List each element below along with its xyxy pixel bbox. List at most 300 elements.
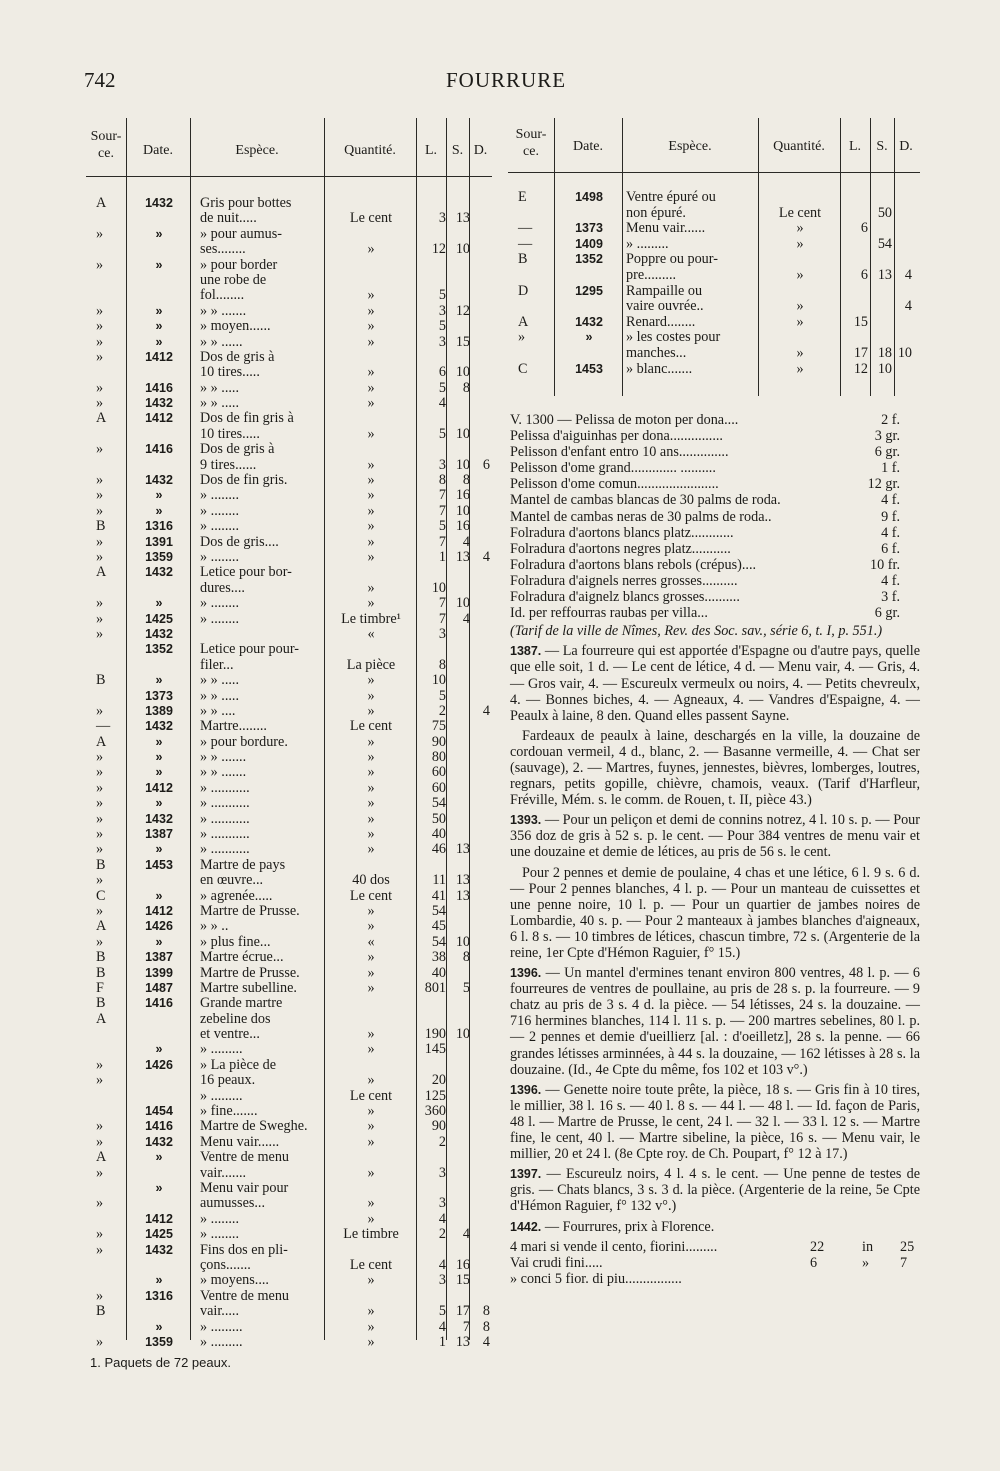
tariff-price: 4 f. xyxy=(881,524,900,541)
cell-espece: Letice pour pour- xyxy=(200,641,299,658)
table-row xyxy=(86,1289,492,1304)
cell-livres: 4 xyxy=(438,1256,446,1273)
tariff-price: 6 gr. xyxy=(874,444,900,461)
cell-sous: 4 xyxy=(462,610,470,627)
cell-date: » xyxy=(155,934,163,949)
cell-date: 1432 xyxy=(145,396,173,411)
cell-quantite: » xyxy=(367,579,375,596)
tariff-item: Id. per reffourras raubas per villa... xyxy=(510,605,708,622)
cell-date: 1454 xyxy=(145,1104,173,1119)
cell-espece: » » ..... xyxy=(200,379,240,396)
cell-espece: » pour aumus- xyxy=(200,225,282,242)
florence-item: Vai crudi fini..... xyxy=(510,1254,603,1271)
table-row xyxy=(86,950,492,965)
cell-livres: 60 xyxy=(431,764,446,781)
cell-date: 1426 xyxy=(145,919,173,934)
cell-date: » xyxy=(155,257,163,272)
table-row xyxy=(86,304,492,319)
table-row xyxy=(86,596,492,611)
tariff-price: 3 gr. xyxy=(874,428,900,445)
cell-quantite: « xyxy=(367,933,375,950)
cell-sous: 10 xyxy=(455,1026,470,1043)
table-row xyxy=(86,889,492,904)
table-row xyxy=(86,1073,492,1088)
cell-quantite: » xyxy=(367,518,375,535)
header-date: Date. xyxy=(143,143,173,158)
entry-text: Fardeaux de peaulx à laine, deschargés en la ville, la douzaine de cordouan vermeil, 4 d., blanc, 2. — Basanne vermeille, 4. — Chat ser (sauvage), 2. — Martres, fuynes, jennestes, bièvres, lomberges, loutres, regnars, petits gopille, chièvre, chamois, veaux. (Tarif d'Harfleur, Fréville, Mém. s. le comm. de Rouen, t. II, pièce 43.) xyxy=(510,727,920,809)
cell-espece: Dos de fin gris à xyxy=(200,410,294,427)
cell-date: » xyxy=(585,330,593,345)
entry-text: — Pour un peliçon et demi de connins notrez, 4 l. 10 s. p. — Pour 356 doz de gris à 52 s. p. le cent. — Pour 384 ventres de menu vair et une douzaine et demie de létices, au pris de 56 s. le cent. xyxy=(510,812,920,861)
cell-date: 1412 xyxy=(145,349,173,364)
table-row xyxy=(86,211,492,226)
cell-source: B xyxy=(96,1303,106,1320)
cell-source: » xyxy=(96,1333,104,1350)
header-rule xyxy=(86,176,492,177)
cell-livres: 8 xyxy=(438,656,446,673)
cell-quantite: » xyxy=(367,1118,375,1135)
florence-item: 4 mari si vende il cento, fiorini......... xyxy=(510,1238,718,1255)
cell-sous: 12 xyxy=(455,302,470,319)
cell-date: » xyxy=(155,765,163,780)
header-espece: Espèce. xyxy=(235,143,279,158)
florence-price-low: 6 xyxy=(810,1254,818,1271)
cell-espece: Martre de Prusse. xyxy=(200,964,300,981)
cell-espece: zebeline dos xyxy=(200,1010,271,1027)
cell-quantite: » xyxy=(367,1272,375,1289)
cell-livres: 50 xyxy=(431,810,446,827)
cell-sous: 10 xyxy=(455,425,470,442)
entry-paragraph xyxy=(510,965,920,1078)
cell-livres: 12 xyxy=(853,360,868,377)
cell-sous: 7 xyxy=(462,1318,470,1335)
tariff-item: Pelisson d'enfant entro 10 ans.............. xyxy=(510,444,729,461)
cell-livres: 3 xyxy=(438,1164,446,1181)
cell-date: 1416 xyxy=(145,996,173,1011)
cell-quantite: » xyxy=(367,1210,375,1227)
table-row xyxy=(508,190,920,206)
cell-date: 1352 xyxy=(575,252,603,267)
cell-livres: 3 xyxy=(438,333,446,350)
cell-espece: vaire ouvrée.. xyxy=(626,298,704,315)
table-row xyxy=(86,842,492,857)
table-row xyxy=(86,396,492,411)
entry-text: — Escureulz noirs, 4 l. 4 s. le cent. — Une penne de testes de gris. — Chats blancs, 3 s. 3 d. la pièce. (Argenterie de la reine, 5e Cpte d'Hémon Raguier, f° 132 v°.) xyxy=(510,1166,920,1215)
cell-source: » xyxy=(96,764,104,781)
cell-quantite: » xyxy=(367,764,375,781)
table-row xyxy=(86,381,492,396)
entry-text: — La fourreure qui est apportée d'Espagne ou d'autre pays, quelle que elle soit, 1 d. — Le cent de létice, 4 d. — Menu vair, 4. — Gris, 4. — Gros vair, 4. — Escureulx vermeulx ou noirs, 4. — Petits chevreulx, 4. — Bonnes biches, 4. — Agneaux, 4. — Vandres d'Espaigne, 4. — Peaulx à laine, 8 den. Quand elles passent Sayne. xyxy=(510,643,921,724)
cell-source: — xyxy=(96,718,111,735)
cell-source: A xyxy=(96,564,107,581)
cell-espece: Rampaille ou xyxy=(626,282,703,299)
cell-sous: 10 xyxy=(455,502,470,519)
cell-source: » xyxy=(96,533,104,550)
cell-date: » xyxy=(155,1319,163,1334)
cell-livres: 40 xyxy=(431,964,446,981)
table-row xyxy=(86,981,492,996)
cell-livres: 4 xyxy=(438,1318,446,1335)
cell-quantite: » xyxy=(367,795,375,812)
cell-source: A xyxy=(96,1149,107,1166)
cell-quantite: Le cent xyxy=(349,1256,393,1273)
table-row xyxy=(86,904,492,919)
tariff-item: Folradura d'aignelz blancs grosses.......... xyxy=(510,589,740,606)
cell-espece: » » .... xyxy=(200,702,236,719)
cell-espece: de nuit..... xyxy=(200,210,257,227)
cell-source: » xyxy=(96,256,104,273)
cell-source: » xyxy=(96,225,104,242)
cell-livres: 4 xyxy=(438,1210,446,1227)
cell-livres: 17 xyxy=(853,344,868,361)
cell-livres: 75 xyxy=(431,718,446,735)
cell-espece: Grande martre xyxy=(200,995,283,1012)
cell-espece: » ......... xyxy=(626,235,669,252)
entry-paragraph xyxy=(510,1082,920,1162)
cell-quantite: » xyxy=(367,1103,375,1120)
table-row xyxy=(508,315,920,331)
header-quantite: Quantité. xyxy=(773,139,825,154)
table-row xyxy=(86,612,492,627)
cell-espece: » fine....... xyxy=(200,1103,258,1120)
header-livres: L. xyxy=(424,143,438,158)
cell-date: 1487 xyxy=(145,980,173,995)
cell-espece: » ........ xyxy=(200,487,240,504)
table-row xyxy=(86,335,492,350)
cell-livres: 11 xyxy=(432,872,446,889)
table-row xyxy=(86,1012,492,1027)
tariff-line xyxy=(510,428,920,444)
table-row xyxy=(86,627,492,642)
cell-source: » xyxy=(96,348,104,365)
entry-paragraph xyxy=(510,1219,920,1235)
left-table-rows xyxy=(86,196,492,1350)
florence-price-low: 22 xyxy=(810,1238,825,1255)
table-row xyxy=(86,996,492,1011)
tariff-price: 6 gr. xyxy=(874,605,900,622)
cell-date: 1412 xyxy=(145,411,173,426)
cell-livres: 125 xyxy=(424,1087,446,1104)
tariff-line xyxy=(510,444,920,460)
table-row xyxy=(86,1243,492,1258)
cell-quantite: » xyxy=(367,1072,375,1089)
cell-livres: 6 xyxy=(860,220,868,237)
table-row xyxy=(86,1196,492,1211)
header-source: Sour-ce. xyxy=(90,129,122,161)
cell-quantite: Le cent xyxy=(778,204,822,221)
cell-source: » xyxy=(96,441,104,458)
cell-quantite: » xyxy=(367,333,375,350)
cell-espece: » pour bordure. xyxy=(200,733,288,750)
cell-espece: filer... xyxy=(200,656,234,673)
cell-source: » xyxy=(96,1287,104,1304)
cell-source: D xyxy=(518,282,529,299)
tariff-price: 4 f. xyxy=(881,492,900,509)
cell-quantite: » xyxy=(367,456,375,473)
cell-quantite: Le cent xyxy=(349,887,393,904)
cell-livres: 10 xyxy=(431,579,446,596)
table-row xyxy=(86,565,492,580)
table-row xyxy=(86,658,492,673)
table-row xyxy=(86,858,492,873)
cell-espece: » ........ xyxy=(200,518,240,535)
cell-espece: » ........... xyxy=(200,779,250,796)
cell-source: B xyxy=(96,949,106,966)
table-row xyxy=(508,346,920,362)
cell-date: 1432 xyxy=(145,565,173,580)
cell-date: » xyxy=(155,503,163,518)
cell-sous: 15 xyxy=(455,333,470,350)
cell-sous: 13 xyxy=(877,266,892,283)
tariff-line xyxy=(510,525,920,541)
cell-quantite: » xyxy=(367,749,375,766)
cell-livres: 5 xyxy=(438,687,446,704)
cell-date: 1426 xyxy=(145,1057,173,1072)
table-row xyxy=(86,1335,492,1350)
cell-source: A xyxy=(96,918,107,935)
table-row xyxy=(86,258,492,273)
florence-price-high: 7 xyxy=(900,1254,908,1271)
cell-quantite: » xyxy=(367,318,375,335)
cell-quantite: Le timbre¹ xyxy=(341,610,401,627)
florence-price-high: 25 xyxy=(900,1238,915,1255)
florence-line xyxy=(510,1271,920,1287)
entry-year: 1396. xyxy=(510,966,542,981)
tariff-item: Folradura d'aortons blancs platz............ xyxy=(510,524,734,541)
tariff-price: 3 f. xyxy=(881,589,900,606)
table-row xyxy=(86,1273,492,1288)
cell-source: » xyxy=(96,502,104,519)
table-row xyxy=(86,704,492,719)
cell-livres: 3 xyxy=(438,302,446,319)
cell-quantite: » xyxy=(367,826,375,843)
cell-date: 1416 xyxy=(145,1119,173,1134)
cell-sous: 13 xyxy=(455,210,470,227)
cell-espece: » ........ xyxy=(200,1226,240,1243)
cell-deniers: 4 xyxy=(904,298,912,315)
cell-sous: 17 xyxy=(455,1303,470,1320)
florence-line xyxy=(510,1239,920,1255)
cell-date: 1352 xyxy=(145,642,173,657)
tariff-line xyxy=(510,573,920,589)
table-row xyxy=(86,642,492,657)
cell-source: » xyxy=(96,826,104,843)
cell-espece: aumusses... xyxy=(200,1195,266,1212)
cell-espece: Martre subelline. xyxy=(200,979,297,996)
cell-quantite: » xyxy=(367,841,375,858)
cell-espece: dures.... xyxy=(200,579,245,596)
table-row xyxy=(86,273,492,288)
table-row xyxy=(86,735,492,750)
right-table-rows xyxy=(508,190,920,377)
cell-deniers: 4 xyxy=(482,702,490,719)
cell-sous: 8 xyxy=(462,379,470,396)
cell-date: » xyxy=(155,1042,163,1057)
cell-date: 1373 xyxy=(145,688,173,703)
cell-sous: 16 xyxy=(455,487,470,504)
table-row xyxy=(86,873,492,888)
cell-livres: 90 xyxy=(431,733,446,750)
cell-sous: 15 xyxy=(455,1272,470,1289)
table-row xyxy=(86,812,492,827)
cell-espece: Dos de gris.... xyxy=(200,533,279,550)
cell-deniers: 4 xyxy=(482,548,490,565)
table-row xyxy=(508,330,920,346)
cell-livres: 2 xyxy=(438,1226,446,1243)
cell-espece: 10 tires..... xyxy=(200,425,260,442)
cell-date: » xyxy=(155,750,163,765)
cell-date: 1453 xyxy=(145,857,173,872)
table-row xyxy=(86,673,492,688)
header-rule xyxy=(508,172,920,173)
cell-quantite: » xyxy=(367,1041,375,1058)
cell-livres: 360 xyxy=(424,1103,446,1120)
cell-date: 1432 xyxy=(575,314,603,329)
prose-column xyxy=(510,412,920,1287)
cell-source: » xyxy=(96,872,104,889)
cell-date: » xyxy=(155,1150,163,1165)
table-row xyxy=(86,1212,492,1227)
tariff-price: 1 f. xyxy=(881,460,900,477)
cell-date: 1359 xyxy=(145,549,173,564)
table-row xyxy=(86,288,492,303)
cell-quantite: » xyxy=(796,298,804,315)
cell-quantite: » xyxy=(796,360,804,377)
cell-espece: » ........ xyxy=(200,1210,240,1227)
cell-date: 1412 xyxy=(145,903,173,918)
cell-quantite: Le cent xyxy=(349,210,393,227)
entry-year: 1393. xyxy=(510,813,542,828)
table-row xyxy=(86,535,492,550)
cell-source: » xyxy=(96,548,104,565)
cell-espece: Martre de Sweghe. xyxy=(200,1118,308,1135)
cell-livres: 6 xyxy=(860,266,868,283)
cell-deniers: 4 xyxy=(482,1333,490,1350)
header-sous: S. xyxy=(451,143,464,158)
cell-date: 1498 xyxy=(575,190,603,204)
table-row xyxy=(86,319,492,334)
cell-quantite: » xyxy=(367,533,375,550)
cell-espece: » ........... xyxy=(200,826,250,843)
cell-livres: 5 xyxy=(438,518,446,535)
cell-quantite: » xyxy=(367,595,375,612)
cell-date: 1432 xyxy=(145,626,173,641)
cell-livres: 145 xyxy=(424,1041,446,1058)
cell-livres: 6 xyxy=(438,364,446,381)
cell-date: 1432 xyxy=(145,1134,173,1149)
cell-source: A xyxy=(96,195,107,211)
table-row xyxy=(86,1227,492,1242)
tariff-line xyxy=(510,460,920,476)
cell-espece: » » ....... xyxy=(200,764,247,781)
cell-date: 1391 xyxy=(145,534,173,549)
cell-espece: » ......... xyxy=(200,1318,243,1335)
cell-date: 1416 xyxy=(145,380,173,395)
table-row xyxy=(86,1104,492,1119)
cell-espece: Ventre de menu xyxy=(200,1149,290,1166)
table-row xyxy=(86,796,492,811)
cell-espece: » plus fine... xyxy=(200,933,271,950)
cell-livres: 46 xyxy=(431,841,446,858)
cell-espece: » ........ xyxy=(200,595,240,612)
cell-livres: 54 xyxy=(431,902,446,919)
cell-date: 1425 xyxy=(145,611,173,626)
cell-livres: 2 xyxy=(438,1133,446,1150)
cell-source: » xyxy=(96,333,104,350)
cell-quantite: » xyxy=(367,302,375,319)
cell-date: 1432 xyxy=(145,196,173,210)
cell-date: 1316 xyxy=(145,519,173,534)
cell-quantite: La pièce xyxy=(346,656,396,673)
cell-quantite: » xyxy=(796,313,804,330)
cell-livres: 1 xyxy=(438,1333,446,1350)
cell-livres: 3 xyxy=(438,625,446,642)
cell-date: » xyxy=(155,734,163,749)
cell-quantite: » xyxy=(367,1164,375,1181)
cell-date: » xyxy=(155,319,163,334)
table-row xyxy=(86,1027,492,1042)
cell-livres: 90 xyxy=(431,1118,446,1135)
cell-source: F xyxy=(96,979,104,996)
tariff-line xyxy=(510,557,920,573)
cell-espece: » ........... xyxy=(200,795,250,812)
cell-espece: » moyen...... xyxy=(200,318,271,335)
cell-espece: fol........ xyxy=(200,287,245,304)
table-row xyxy=(86,519,492,534)
cell-espece: » La pièce de xyxy=(200,1056,277,1073)
cell-source: » xyxy=(96,610,104,627)
page-number: 742 xyxy=(84,68,116,92)
cell-date: 1425 xyxy=(145,1227,173,1242)
cell-quantite: Le cent xyxy=(349,1087,393,1104)
cell-livres: 3 xyxy=(438,1272,446,1289)
cell-espece: manches... xyxy=(626,344,687,361)
cell-sous: 13 xyxy=(455,548,470,565)
cell-livres: 5 xyxy=(438,1303,446,1320)
cell-quantite: » xyxy=(367,779,375,796)
cell-source: » xyxy=(96,1133,104,1150)
cell-source: » xyxy=(96,902,104,919)
header-source: Sour-ce. xyxy=(515,127,547,159)
cell-sous: 13 xyxy=(455,887,470,904)
footnote: 1. Paquets de 72 peaux. xyxy=(90,1355,231,1370)
cell-quantite: » xyxy=(367,1318,375,1335)
table-row xyxy=(86,581,492,596)
cell-source: A xyxy=(96,410,107,427)
table-row xyxy=(86,550,492,565)
cell-espece: » ......... xyxy=(200,1087,243,1104)
cell-livres: 54 xyxy=(431,795,446,812)
tariff-list xyxy=(510,412,920,621)
tariff-price: 4 f. xyxy=(881,572,900,589)
table-row xyxy=(86,935,492,950)
cell-date: 1387 xyxy=(145,827,173,842)
cell-source: » xyxy=(96,1072,104,1089)
cell-date: 1432 xyxy=(145,811,173,826)
tariff-item: Pelisson d'ome grand............. .......... xyxy=(510,460,716,477)
table-row xyxy=(508,237,920,253)
cell-espece: » » ..... xyxy=(200,672,240,689)
cell-espece: » blanc....... xyxy=(626,360,693,377)
cell-livres: 190 xyxy=(424,1026,446,1043)
cell-sous: 16 xyxy=(455,518,470,535)
cell-quantite: » xyxy=(367,395,375,412)
cell-espece: Renard........ xyxy=(626,313,696,330)
table-row xyxy=(86,827,492,842)
cell-deniers: 8 xyxy=(482,1303,490,1320)
tariff-line xyxy=(510,541,920,557)
cell-date: 1432 xyxy=(145,473,173,488)
